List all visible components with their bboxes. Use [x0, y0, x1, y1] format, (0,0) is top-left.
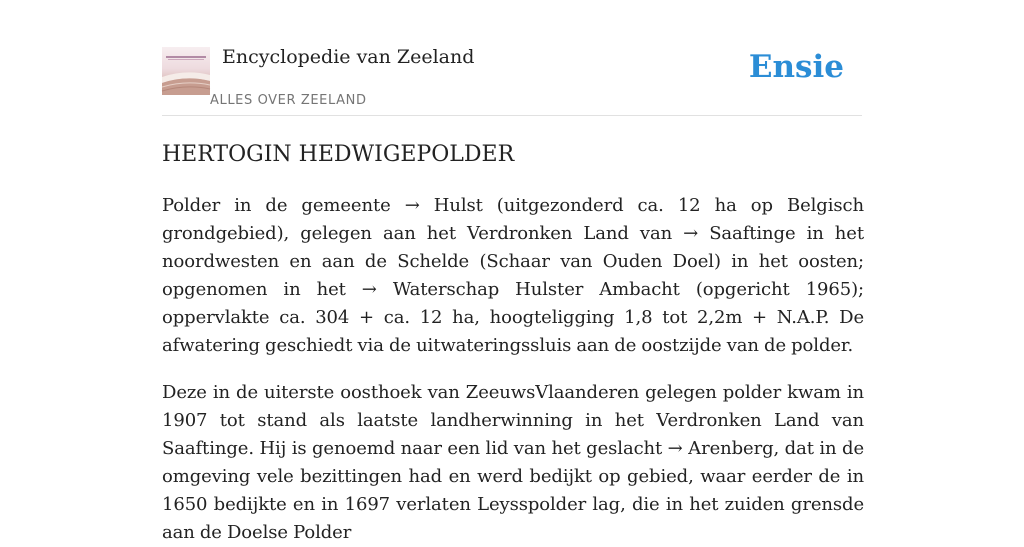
book-photo-icon [162, 47, 210, 95]
article-title: HERTOGIN HEDWIGEPOLDER [162, 142, 515, 167]
site-header [162, 0, 862, 116]
article [162, 139, 864, 547]
article-paragraph: Deze in de uiterste oosthoek van ZeeuwsVlaanderen gelegen polder kwam in 1907 tot stand als laatste landherwinning in het Verdronken Land van Saaftinge. Hij is genoemd naar een lid van het geslacht → Arenberg, dat in de omgeving vele bezittingen had en werd bedijkt op gebied, waar eerder de in 1650 bedijkte en in 1697 verlaten Leysspolder lag, die in het zuiden grensde aan de Doelse Polder [162, 382, 864, 543]
article-paragraph: Polder in de gemeente → Hulst (uitgezonderd ca. 12 ha op Belgisch grondgebied), gelegen aan het Verdronken Land van → Saaftinge in het noordwesten en aan de Schelde (Schaar van Ouden Doel) in het oosten; opgenomen in het → Waterschap Hulster Ambacht (opgericht 1965); oppervlakte ca. 304 + ca. 12 ha, hoogteligging 1,8 tot 2,2m + N.A.P. De afwatering geschiedt via de uitwateringssluis aan de oostzijde van de polder. [162, 195, 864, 356]
ensie-logo[interactable]: Ensie [748, 49, 844, 85]
site-avatar[interactable] [162, 47, 210, 95]
site-subtitle: ALLES OVER ZEELAND [210, 93, 367, 108]
site-title[interactable]: Encyclopedie van Zeeland [222, 46, 475, 68]
